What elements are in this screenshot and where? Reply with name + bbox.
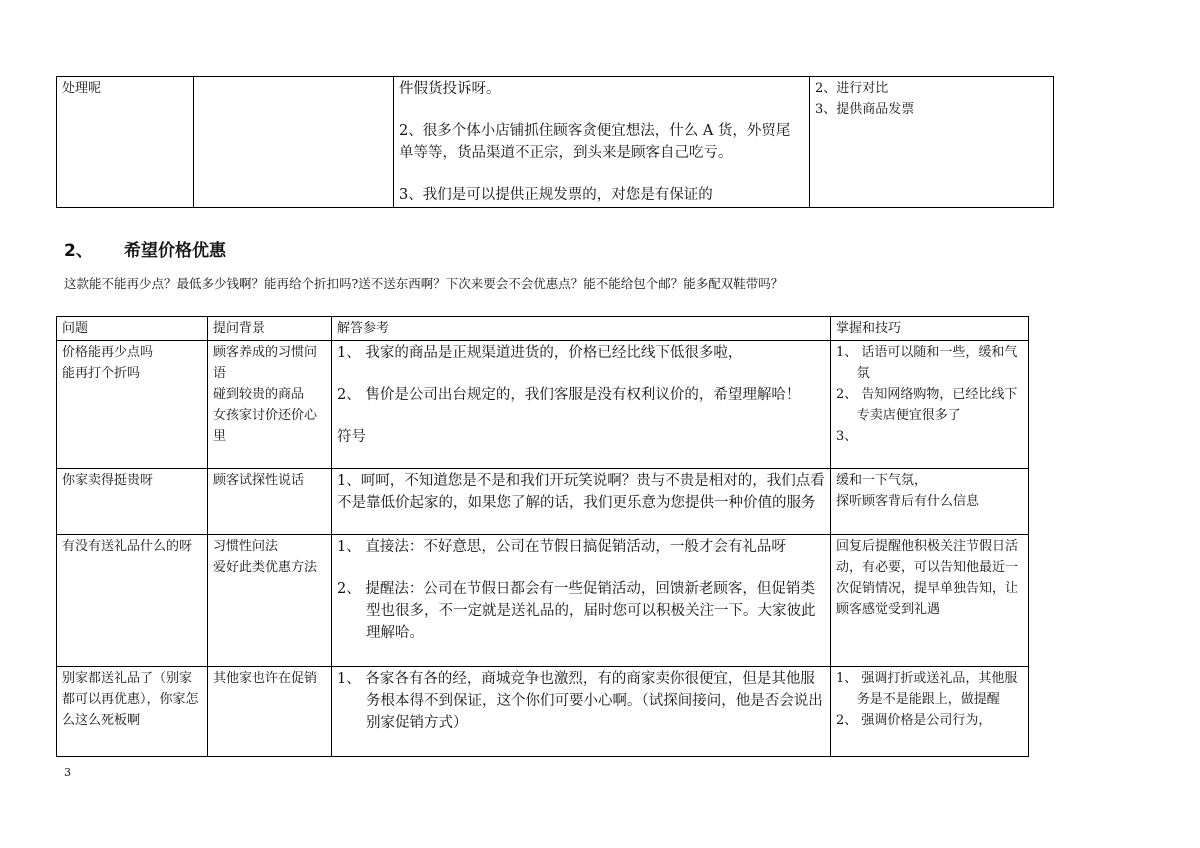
- table-header-row: [57, 317, 1029, 341]
- price-discount-table: [56, 316, 1029, 757]
- cell-background: 顾客试探性说话: [208, 469, 332, 535]
- section-intro: 这款能不能再少点？最低多少钱啊？能再给个折扣吗?送不送东西啊？下次来要会不会优惠点？能不能给包个邮？能多配双鞋带吗？: [64, 276, 784, 291]
- cell-question: 处理呢: [57, 77, 194, 208]
- cell-question: 别家都送礼品了（别家都可以再优惠），你家怎么这么死板啊: [57, 667, 208, 757]
- top-continuation-table: [56, 76, 1054, 208]
- cell-question: 你家卖得挺贵呀: [57, 469, 208, 535]
- section-number: 2、: [64, 241, 93, 261]
- cell-background: 顾客养成的习惯问语 碰到较贵的商品 女孩家讨价还价心里: [208, 341, 332, 469]
- cell-answer: 1、呵呵，不知道您是不是和我们开玩笑说啊？贵与不贵是相对的，我们点看不是靠低价起家的，如果您了解的话，我们更乐意为您提供一种价值的服务: [332, 469, 831, 535]
- header-answer: 解答参考: [332, 317, 831, 341]
- header-tips: 掌握和技巧: [831, 317, 1029, 341]
- cell-answer: 件假货投诉呀。 2、很多个体小店铺抓住顾客贪便宜想法，什么 A 货，外贸尾单等等，货品渠道不正宗，到头来是顾客自己吃亏。 3、我们是可以提供正规发票的，对您是有保证的: [394, 77, 810, 208]
- cell-background: 其他家也许在促销: [208, 667, 332, 757]
- cell-answer: 1、 我家的商品是正规渠道进货的，价格已经比线下低很多啦， 2、 售价是公司出台规定的，我们客服是没有权利议价的，希望理解哈！ 符号: [332, 341, 831, 469]
- cell-tips: 回复后提醒他积极关注节假日活动，有必要，可以告知他最近一次促销情况，提早单独告知，让顾客感觉受到礼遇: [831, 535, 1029, 667]
- page-number: 3: [64, 766, 71, 779]
- cell-answer: 1、 各家各有各的经，商城竞争也激烈，有的商家卖你很便宜，但是其他服务根本得不到保证，这个你们可要小心啊。（试探间接问，他是否会说出别家促销方式）: [332, 667, 831, 757]
- cell-tips: 1、 强调打折或送礼品，其他服务是不是能跟上，做提醒 2、 强调价格是公司行为，: [831, 667, 1029, 757]
- header-question: 问题: [57, 317, 208, 341]
- table-row: [57, 469, 1029, 535]
- section-heading: [64, 236, 226, 261]
- table-row: [57, 535, 1029, 667]
- cell-background: 习惯性问法 爱好此类优惠方法: [208, 535, 332, 667]
- cell-question: 价格能再少点吗 能再打个折吗: [57, 341, 208, 469]
- cell-answer: 1、 直接法：不好意思，公司在节假日搞促销活动，一般才会有礼品呀 2、 提醒法：公司在节假日都会有一些促销活动，回馈新老顾客，但促销类型也很多，不一定就是送礼品的，届时您可以积极关注一下。大家彼此理解哈。: [332, 535, 831, 667]
- cell-tips: 2、进行对比 3、提供商品发票: [810, 77, 1054, 208]
- cell-tips: 缓和一下气氛， 探听顾客背后有什么信息: [831, 469, 1029, 535]
- header-background: 提问背景: [208, 317, 332, 341]
- section-title: 希望价格优惠: [124, 241, 226, 261]
- table-row: [57, 341, 1029, 469]
- cell-question: 有没有送礼品什么的呀: [57, 535, 208, 667]
- cell-background: [194, 77, 394, 208]
- table-row: [57, 77, 1054, 208]
- table-row: [57, 667, 1029, 757]
- cell-tips: 1、 话语可以随和一些，缓和气氛 2、 告知网络购物，已经比线下专卖店便宜很多了 3、: [831, 341, 1029, 469]
